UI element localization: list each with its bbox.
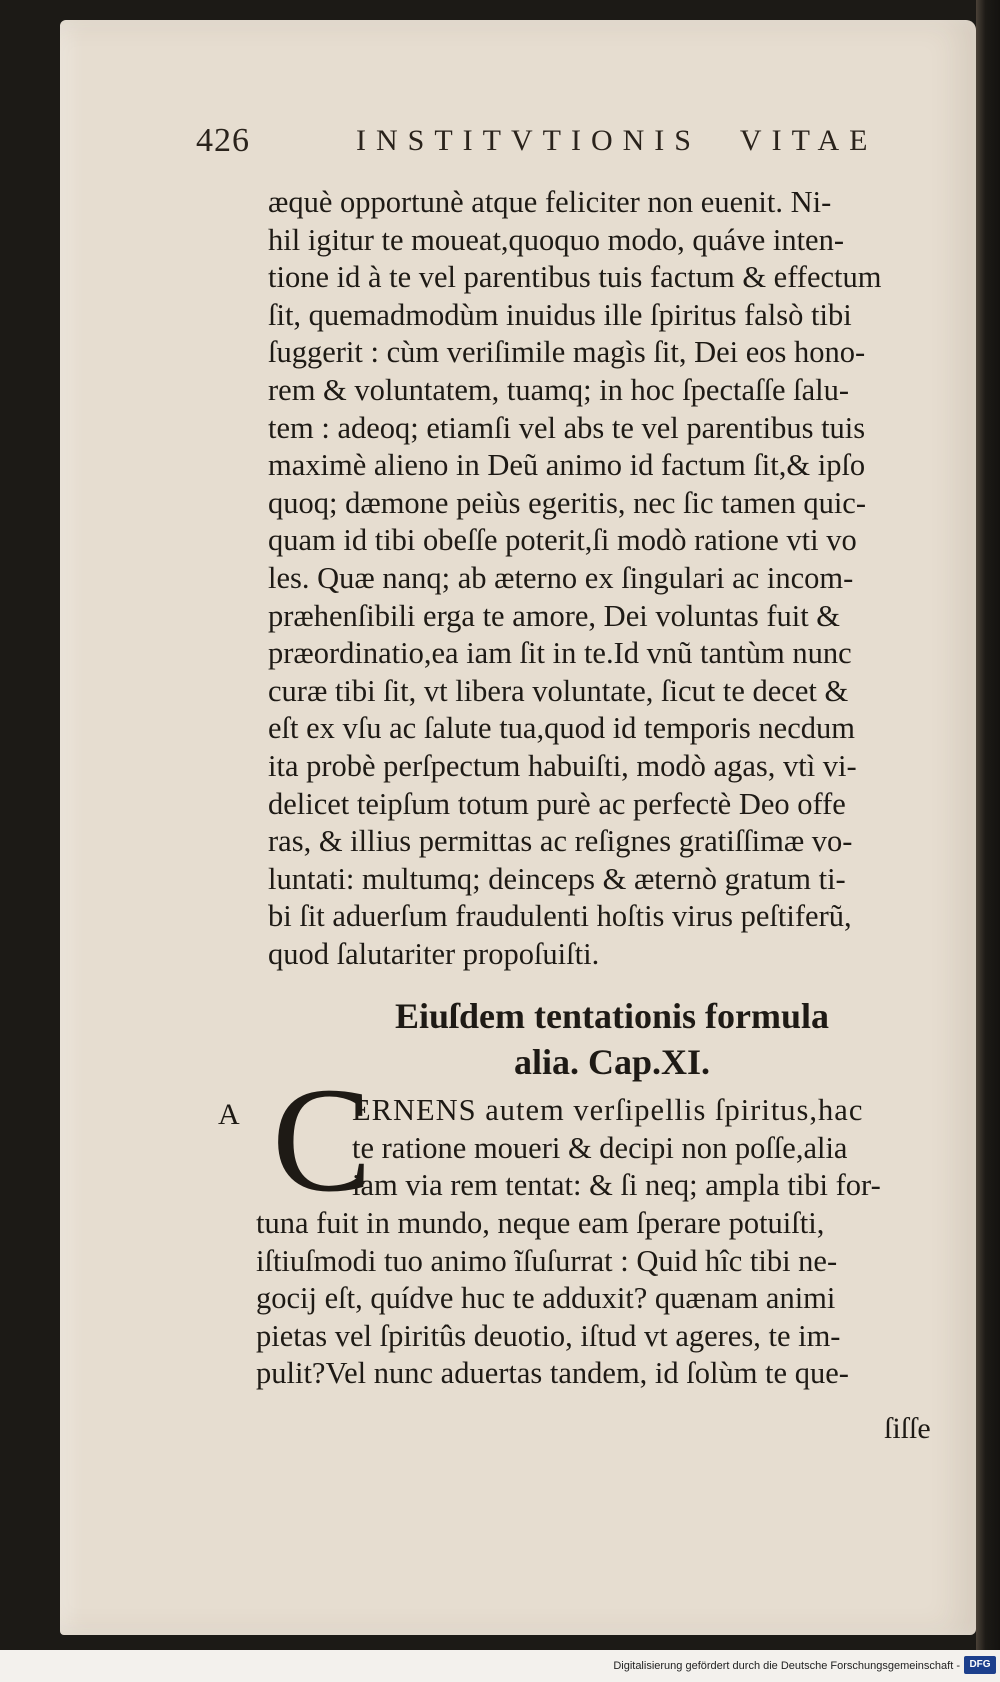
text-line: ſuggerit : cùm veriſimile magìs ſit, Dei eos hono-: [268, 335, 866, 370]
chapter-indented-text: [352, 1092, 952, 1205]
text-line: les. Quæ nanq; ab æterno ex ſingulari ac incom-: [268, 560, 854, 595]
text-line: maximè alieno in Deũ animo id factum ſit,& ipſo: [268, 448, 866, 483]
footer-credit: Digitalisierung gefördert durch die Deutsche Forschungsgemeinschaft -: [613, 1660, 960, 1672]
text-line: tem : adeoq; etiamſi vel abs te vel parentibus tuis: [268, 410, 866, 445]
text-line: hil igitur te moueat,quoquo modo, quáve inten-: [268, 222, 845, 257]
text-line: ita probè perſpectum habuiſti, modò agas, vtì vi-: [268, 748, 857, 783]
dfg-logo: DFG: [964, 1656, 996, 1674]
text-line: iam via rem tentat: & ſi neq; ampla tibi for-: [352, 1168, 881, 1203]
text-line: quod ſalutariter propoſuiſti.: [268, 936, 600, 971]
chapter-heading-line: Eiuſdem tentationis formula: [394, 996, 829, 1036]
text-line: eſt ex vſu ac ſalute tua,quod id temporis necdum: [268, 711, 855, 746]
footer-bar: [0, 1650, 1000, 1682]
page-header: [196, 112, 896, 168]
chapter-heading-line: alia. Cap.XI.: [513, 1042, 711, 1082]
text-line: delicet teipſum totum purè ac perfectè Deo offe: [268, 786, 846, 821]
text-line: tuna fuit in mundo, neque eam ſperare potuiſti,: [256, 1206, 825, 1240]
text-line: pietas vel ſpiritûs deuotio, iſtud vt ageres, te im-: [256, 1318, 841, 1353]
drop-cap: C: [272, 1057, 373, 1223]
text-line: pulit?Vel nunc aduertas tandem, id ſolùm te que-: [256, 1356, 849, 1391]
text-line: gocij eſt, quídve huc te adduxit? quænam animi: [256, 1281, 836, 1316]
text-line: ſit, quemadmodùm inuidus ille ſpiritus falsò tibi: [268, 297, 852, 332]
text-line: luntati: multumq; deinceps & æternò gratum ti-: [268, 861, 846, 896]
text-line: curæ tibi ſit, vt libera voluntate, ſicut te decet &: [268, 673, 849, 708]
catchword: ſiſſe: [884, 1412, 931, 1445]
book-edge: [976, 0, 1000, 1650]
text-line: quam id tibi obeſſe poterit,ſi modò ratione vti vo: [268, 523, 857, 558]
text-line: tione id à te vel parentibus tuis factum & effectum: [268, 260, 882, 295]
marginal-letter: A: [218, 1098, 240, 1131]
text-line: rem & voluntatem, tuamq; in hoc ſpectaſſe ſalu-: [268, 372, 850, 407]
text-line: præordinatio,ea iam ſit in te.Id vnũ tantùm nunc: [268, 636, 852, 671]
text-line: iſtiuſmodi tuo animo ĩſuſurrat : Quid hîc tibi ne-: [256, 1243, 838, 1278]
text-line: bi ſit aduerſum fraudulenti hoſtis virus peſtiferũ,: [268, 899, 852, 934]
text-line: ras, & illius permittas ac reſignes gratiſſimæ vo-: [268, 824, 853, 859]
chapter-text: [256, 1205, 956, 1393]
text-line: præhenſibili erga te amore, Dei voluntas fuit &: [268, 598, 841, 633]
running-title: INSTITVTIONIS VITAE: [356, 124, 878, 157]
text-line: ERNENS autem verſipellis ſpiritus,hac: [352, 1093, 864, 1127]
text-line: te ratione moueri & decipi non poſſe,alia: [352, 1130, 848, 1165]
text-line: æquè opportunè atque feliciter non euenit. Ni-: [268, 185, 832, 219]
body-text: [268, 184, 958, 973]
text-line: quoq; dæmone peiùs egeritis, nec ſic tamen quic-: [268, 485, 866, 520]
page-number: 426: [196, 122, 250, 159]
